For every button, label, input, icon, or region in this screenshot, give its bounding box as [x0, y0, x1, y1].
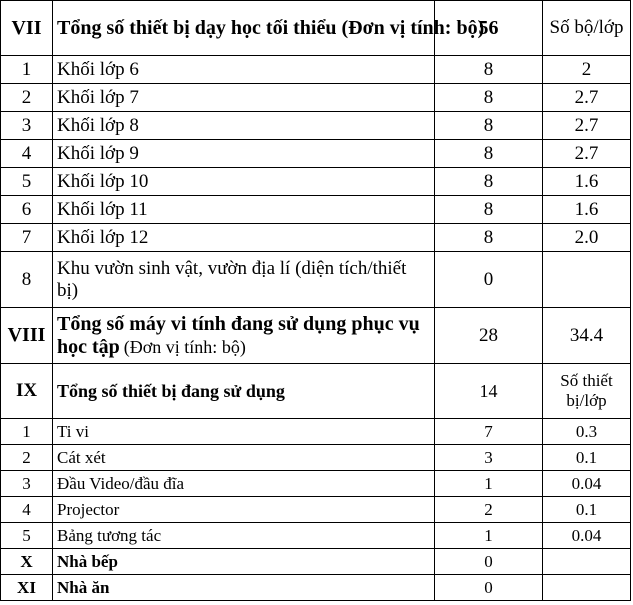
row-quantity: 8 [435, 140, 543, 168]
row-quantity: 3 [435, 445, 543, 471]
row-label [53, 308, 435, 364]
row-ratio: 2.7 [543, 112, 631, 140]
table-row [1, 523, 631, 549]
row-quantity: 14 [435, 364, 543, 419]
row-ratio: 2.7 [543, 84, 631, 112]
row-number: 4 [1, 497, 53, 523]
row-ratio: 0.04 [543, 523, 631, 549]
table-row [1, 497, 631, 523]
row-number: 7 [1, 224, 53, 252]
table-row-section-vii [1, 1, 631, 56]
row-quantity: 28 [435, 308, 543, 364]
row-label: Ti vi [53, 419, 435, 445]
row-number: X [1, 549, 53, 575]
row-quantity: 1 [435, 523, 543, 549]
row-quantity: 8 [435, 56, 543, 84]
table-row [1, 471, 631, 497]
row-number: 5 [1, 523, 53, 549]
row-ratio: 0.3 [543, 419, 631, 445]
table-row [1, 112, 631, 140]
row-label: Khối lớp 8 [53, 112, 435, 140]
table-row [1, 56, 631, 84]
row-label: Khối lớp 10 [53, 168, 435, 196]
table-row [1, 252, 631, 308]
row-ratio: 1.6 [543, 196, 631, 224]
row-ratio: 2.7 [543, 140, 631, 168]
table-row-section-ix [1, 364, 631, 419]
row-quantity: 8 [435, 196, 543, 224]
row-number: VII [1, 1, 53, 56]
row-label: Khối lớp 12 [53, 224, 435, 252]
row-quantity: 8 [435, 84, 543, 112]
table-row-section-x [1, 549, 631, 575]
row-label: Nhà bếp [53, 549, 435, 575]
row-ratio [543, 252, 631, 308]
row-quantity: 8 [435, 224, 543, 252]
row-ratio: 2.0 [543, 224, 631, 252]
row-number: IX [1, 364, 53, 419]
row-number: 4 [1, 140, 53, 168]
row-label: Tổng số thiết bị dạy học tối thiểu (Đơn vị tính: bộ) [53, 1, 435, 56]
row-number: 2 [1, 84, 53, 112]
row-number: VIII [1, 308, 53, 364]
row-number: 1 [1, 56, 53, 84]
row-number: 2 [1, 445, 53, 471]
row-ratio: 0.1 [543, 497, 631, 523]
row-number: 6 [1, 196, 53, 224]
row-quantity: 56 [435, 1, 543, 56]
row-quantity: 0 [435, 252, 543, 308]
row-quantity: 0 [435, 549, 543, 575]
row-ratio: 1.6 [543, 168, 631, 196]
row-ratio: 0.04 [543, 471, 631, 497]
row-label: Projector [53, 497, 435, 523]
row-quantity: 0 [435, 575, 543, 601]
row-number: XI [1, 575, 53, 601]
row-label: Khối lớp 9 [53, 140, 435, 168]
row-ratio [543, 549, 631, 575]
row-label: Khối lớp 6 [53, 56, 435, 84]
row-label: Khối lớp 7 [53, 84, 435, 112]
row-ratio: Số thiết bị/lớp [543, 364, 631, 419]
table-row [1, 196, 631, 224]
table-row-section-xi [1, 575, 631, 601]
row-quantity: 7 [435, 419, 543, 445]
row-label-main: Tổng số máy vi tính đang sử dụng phục vụ học tập [57, 312, 420, 358]
table-row [1, 224, 631, 252]
row-number: 3 [1, 471, 53, 497]
row-label-unit: (Đơn vị tính: bộ) [123, 336, 246, 357]
table-row [1, 84, 631, 112]
row-ratio: 0.1 [543, 445, 631, 471]
row-quantity: 1 [435, 471, 543, 497]
table-row [1, 140, 631, 168]
row-label: Nhà ăn [53, 575, 435, 601]
row-ratio: Số bộ/lớp [543, 1, 631, 56]
row-ratio: 34.4 [543, 308, 631, 364]
row-number: 5 [1, 168, 53, 196]
row-label: Bảng tương tác [53, 523, 435, 549]
table-row [1, 445, 631, 471]
row-ratio: 2 [543, 56, 631, 84]
row-quantity: 2 [435, 497, 543, 523]
row-number: 8 [1, 252, 53, 308]
row-number: 3 [1, 112, 53, 140]
row-label: Đầu Video/đầu đĩa [53, 471, 435, 497]
row-quantity: 8 [435, 112, 543, 140]
row-label: Tổng số thiết bị đang sử dụng [53, 364, 435, 419]
row-number: 1 [1, 419, 53, 445]
row-label: Khu vườn sinh vật, vườn địa lí (diện tích/thiết bị) [53, 252, 435, 308]
row-quantity: 8 [435, 168, 543, 196]
row-label: Cát xét [53, 445, 435, 471]
table-row [1, 168, 631, 196]
row-label: Khối lớp 11 [53, 196, 435, 224]
table-row [1, 419, 631, 445]
table-row-section-viii [1, 308, 631, 364]
row-ratio [543, 575, 631, 601]
